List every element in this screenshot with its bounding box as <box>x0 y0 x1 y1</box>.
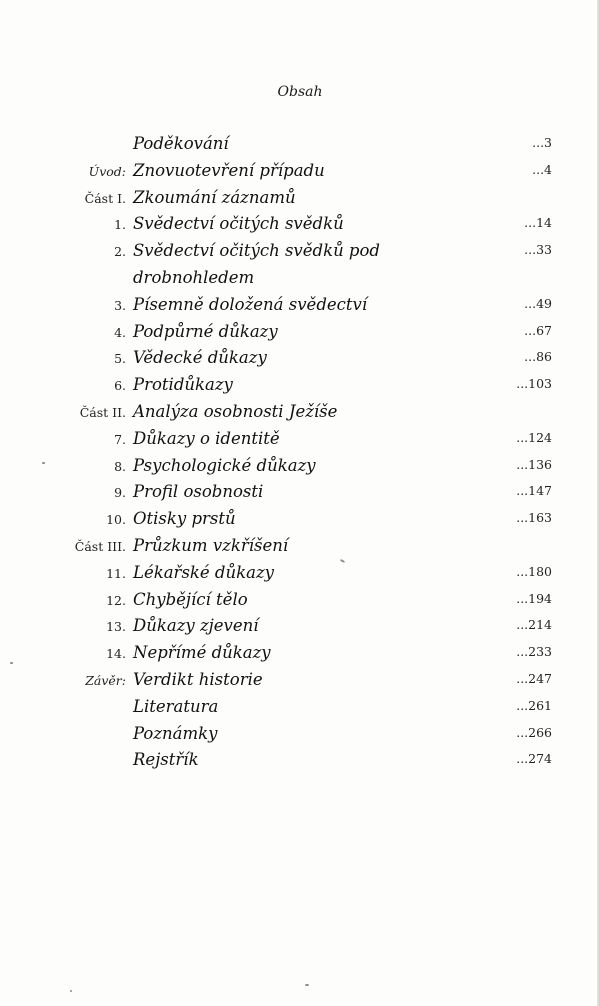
toc-part-title: Průzkum vzkříšení <box>133 535 289 555</box>
scan-speck <box>10 662 13 664</box>
toc-entry-title: Důkazy o identitě <box>133 428 280 448</box>
toc-entry-chapter-11 <box>0 560 600 587</box>
toc-entry-chapter-14 <box>0 640 600 667</box>
toc-entry-introduction <box>0 158 600 185</box>
toc-entry-page: ...147 <box>516 483 552 499</box>
toc-entry-prefix: 10. <box>106 512 126 528</box>
toc-part-3 <box>0 533 600 560</box>
toc-part-prefix: Část II. <box>79 404 126 420</box>
toc-entry-prefix: 2. <box>114 244 126 260</box>
toc-entry-title: Otisky prstů <box>133 509 236 529</box>
toc-entry-prefix: 12. <box>106 592 126 608</box>
toc-part-1 <box>0 185 600 212</box>
toc-entry-page: ...33 <box>524 242 552 258</box>
scan-speck <box>70 990 72 992</box>
toc-entry-page: ...163 <box>516 510 552 526</box>
toc-entry-index <box>0 747 600 774</box>
toc-entry-title: Chybějící tělo <box>133 589 248 609</box>
toc-entry-page: ...49 <box>524 295 552 311</box>
toc-entry-title: Poděkování <box>133 134 229 153</box>
toc-entry-chapter-13 <box>0 613 600 640</box>
toc-entry-page: ...4 <box>532 161 552 177</box>
toc-entry-title: Literatura <box>133 696 219 716</box>
toc-entry-title: Protidůkazy <box>133 375 233 395</box>
toc-entry-chapter-1 <box>0 211 600 238</box>
toc-entry-page: ...247 <box>516 670 552 686</box>
toc-part-2 <box>0 399 600 426</box>
toc-entry-chapter-3 <box>0 292 600 319</box>
scan-speck <box>42 462 45 464</box>
toc-entry-title: Podpůrné důkazy <box>133 321 278 341</box>
toc-entry-page: ...86 <box>524 349 552 365</box>
toc-entry-prefix: 11. <box>106 565 126 581</box>
toc-entry-chapter-10 <box>0 506 600 533</box>
toc-entry-title: Profil osobnosti <box>133 482 264 502</box>
toc-entry-chapter-6 <box>0 372 600 399</box>
toc-entry-prefix: 5. <box>114 351 126 367</box>
toc-entry-title: Znovuotevření případu <box>133 160 325 180</box>
toc-part-title: Analýza osobnosti Ježíše <box>133 401 338 421</box>
toc-entry-prefix: 13. <box>106 619 126 635</box>
toc-entry-page: ...274 <box>516 751 552 767</box>
toc-entry-prefix: 9. <box>114 485 126 501</box>
toc-entry-prefix: 1. <box>114 217 126 233</box>
toc-entry-chapter-9 <box>0 479 600 506</box>
toc-entry-page: ...124 <box>516 429 552 445</box>
toc-entry-chapter-2 <box>0 238 600 292</box>
toc-entry-prefix: 6. <box>114 378 126 394</box>
toc-entry-prefix: 14. <box>106 646 126 662</box>
toc-entry-prefix: 7. <box>114 431 126 447</box>
toc-entry-title: Písemně doložená svědectví <box>133 294 368 314</box>
toc-entry-prefix: Závěr: <box>85 672 126 688</box>
toc-entry-chapter-4 <box>0 319 600 346</box>
toc-entry-title: Nepřímé důkazy <box>133 643 271 663</box>
scan-speck <box>305 984 309 986</box>
toc-entry-page: ...180 <box>516 563 552 579</box>
toc-entry-page: ...233 <box>516 644 552 660</box>
toc-entry-chapter-7 <box>0 426 600 453</box>
toc-entry-title: Rejstřík <box>133 750 199 770</box>
toc-entry-notes <box>0 721 600 748</box>
toc-entry-page: ...194 <box>516 590 552 606</box>
toc-entry-page: ...214 <box>516 617 552 633</box>
toc-entry-literature <box>0 694 600 721</box>
toc-entry-title: Psychologické důkazy <box>133 455 316 475</box>
toc-entry-title: Svědectví očitých svědků <box>133 214 344 234</box>
toc-entry-title: Vědecké důkazy <box>133 348 267 368</box>
toc-part-prefix: Část III. <box>74 538 126 554</box>
table-of-contents <box>0 131 600 774</box>
toc-entry-title: Svědectví očitých svědků pod drobnohledem <box>133 241 380 287</box>
toc-entry-prefix: 4. <box>114 324 126 340</box>
toc-entry-chapter-12 <box>0 587 600 614</box>
toc-entry-title: Lékařské důkazy <box>133 562 274 582</box>
toc-part-title: Zkoumání záznamů <box>133 187 296 207</box>
toc-entry-acknowledgements <box>0 131 600 158</box>
toc-entry-page: ...14 <box>524 215 552 231</box>
toc-entry-title: Verdikt historie <box>133 669 263 689</box>
toc-entry-prefix: 8. <box>114 458 126 474</box>
toc-entry-prefix: 3. <box>114 297 126 313</box>
toc-entry-page: ...266 <box>516 724 552 740</box>
toc-entry-chapter-5 <box>0 345 600 372</box>
toc-entry-page: ...3 <box>532 135 552 150</box>
toc-part-prefix: Část I. <box>84 190 126 206</box>
toc-entry-title: Důkazy zjevení <box>133 616 259 636</box>
toc-entry-page: ...136 <box>516 456 552 472</box>
toc-entry-page: ...261 <box>516 697 552 713</box>
page-heading: Obsah <box>277 84 323 100</box>
toc-entry-conclusion <box>0 667 600 694</box>
toc-entry-prefix: Úvod: <box>88 163 126 179</box>
toc-entry-page: ...103 <box>516 376 552 392</box>
toc-entry-page: ...67 <box>524 322 552 338</box>
toc-entry-chapter-8 <box>0 453 600 480</box>
toc-entry-title: Poznámky <box>133 723 218 743</box>
